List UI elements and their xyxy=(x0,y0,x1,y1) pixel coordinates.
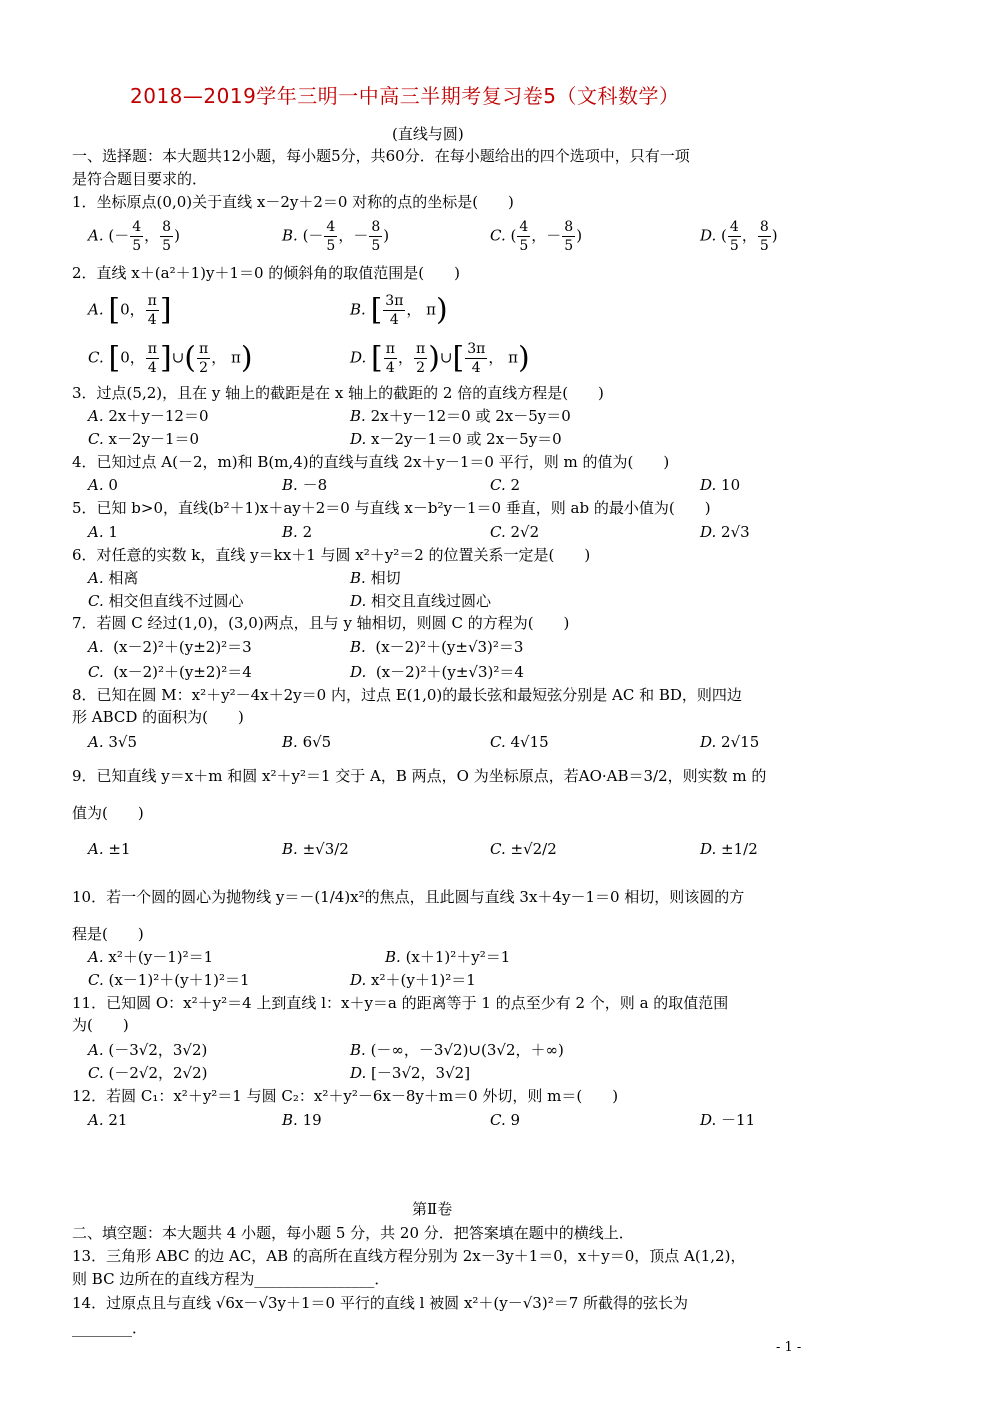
q5-option-c: C. 2√2 xyxy=(490,523,540,541)
q9-option-c: C. ±√2/2 xyxy=(490,840,557,858)
q2-option-c: C. [0， $\frac{\pi}{4}$ ]∪( $\frac{\pi}{2}$ ， π) xyxy=(88,340,253,376)
q11-option-d: D. [－3√2，3√2] xyxy=(350,1064,471,1082)
section1-instruction-line2: 是符合题目要求的． xyxy=(72,170,208,188)
q7-option-c: C. (x－2)²＋(y±2)²＝4 xyxy=(88,663,252,681)
q6-option-c: C. 相交但直线不过圆心 xyxy=(88,592,244,610)
q9-option-a: A. ±1 xyxy=(88,840,131,858)
question-1: 1．坐标原点(0,0)关于直线 x－2y＋2＝0 对称的点的坐标是( ) xyxy=(72,193,514,211)
q8-option-a: A. 3√5 xyxy=(88,733,138,751)
question-9-line2: 值为( ) xyxy=(72,804,144,822)
q4-option-a: A. 0 xyxy=(88,476,118,494)
q12-option-b: B. 19 xyxy=(282,1111,322,1129)
q6-option-b: B. 相切 xyxy=(350,569,401,587)
question-2: 2．直线 x＋(a²＋1)y＋1＝0 的倾斜角的取值范围是( ) xyxy=(72,264,461,282)
q10-option-c: C. (x－1)²＋(y＋1)²＝1 xyxy=(88,971,250,989)
q4-option-c: C. 2 xyxy=(490,476,521,494)
q1-option-a: A. (－ $\frac{4}{5}$ ， $\frac{8}{5}$ ) xyxy=(88,219,180,254)
q12-option-d: D. －11 xyxy=(700,1111,756,1129)
q2-option-d: D. [ $\frac{\pi}{4}$ ， $\frac{\pi}{2}$ )∪[ $\frac{3\pi}{4}$ ， π) xyxy=(350,340,530,376)
question-11-line1: 11．已知圆 O：x²＋y²＝4 上到直线 l：x＋y＝a 的距离等于 1 的点至少有 2 个，则 a 的取值范围 xyxy=(72,994,729,1012)
page-number: - 1 - xyxy=(776,1340,802,1355)
q8-option-b: B. 6√5 xyxy=(282,733,332,751)
q6-option-d: D. 相交且直线过圆心 xyxy=(350,592,492,610)
q9-option-d: D. ±1/2 xyxy=(700,840,758,858)
section1-instruction-line1: 一、选择题：本大题共12小题，每小题5分，共60分．在每小题给出的四个选项中，只有一项 xyxy=(72,147,690,165)
q3-option-b: B. 2x＋y－12＝0 或 2x－5y＝0 xyxy=(350,407,571,425)
q7-option-b: B. (x－2)²＋(y±√3)²＝3 xyxy=(350,638,524,656)
question-6: 6．对任意的实数 k，直线 y＝kx＋1 与圆 x²＋y²＝2 的位置关系一定是( ) xyxy=(72,546,591,564)
q1-option-d: D. ( $\frac{4}{5}$ ， $\frac{8}{5}$ ) xyxy=(700,219,778,254)
q9-option-b: B. ±√3/2 xyxy=(282,840,349,858)
q12-option-c: C. 9 xyxy=(490,1111,521,1129)
q5-option-a: A. 1 xyxy=(88,523,118,541)
question-14-line1: 14．过原点且与直线 √6x－√3y＋1＝0 平行的直线 l 被圆 x²＋(y－√3)²＝7 所截得的弦长为 xyxy=(72,1294,689,1312)
q5-option-d: D. 2√3 xyxy=(700,523,750,541)
section2-instruction: 二、填空题：本大题共 4 小题，每小题 5 分，共 20 分．把答案填在题中的横线上． xyxy=(72,1224,634,1242)
q12-option-a: A. 21 xyxy=(88,1111,128,1129)
question-13-line1: 13．三角形 ABC 的边 AC，AB 的高所在直线方程分别为 2x－3y＋1＝0，x＋y＝0，顶点 A(1,2)， xyxy=(72,1247,746,1265)
q7-option-d: D. (x－2)²＋(y±√3)²＝4 xyxy=(350,663,524,681)
q3-option-a: A. 2x＋y－12＝0 xyxy=(88,407,209,425)
q3-option-d: D. x－2y－1＝0 或 2x－5y＝0 xyxy=(350,430,562,448)
question-4: 4．已知过点 A(－2，m)和 B(m,4)的直线与直线 2x＋y－1＝0 平行，则 m 的值为( ) xyxy=(72,453,670,471)
q11-option-a: A. (－3√2，3√2) xyxy=(88,1041,208,1059)
q1-option-b: B. (－ $\frac{4}{5}$ ，－ $\frac{8}{5}$ ) xyxy=(282,219,390,254)
q2-option-a: A. [0， $\frac{\pi}{4}$ ] xyxy=(88,292,172,328)
question-14-line2: ________． xyxy=(72,1319,148,1337)
q4-option-d: D. 10 xyxy=(700,476,741,494)
q7-option-a: A. (x－2)²＋(y±2)²＝3 xyxy=(88,638,252,656)
q10-option-d: D. x²＋(y＋1)²＝1 xyxy=(350,971,476,989)
question-13-line2: 则 BC 边所在的直线方程为________________． xyxy=(72,1270,390,1288)
document-subtitle: (直线与圆) xyxy=(392,125,464,143)
q3-option-c: C. x－2y－1＝0 xyxy=(88,430,200,448)
question-7: 7．若圆 C 经过(1,0)，(3,0)两点，且与 y 轴相切，则圆 C 的方程为( ) xyxy=(72,614,570,632)
question-8-line2: 形 ABCD 的面积为( ) xyxy=(72,708,244,726)
q6-option-a: A. 相离 xyxy=(88,569,139,587)
question-10-line1: 10．若一个圆的圆心为抛物线 y＝－(1/4)x²的焦点，且此圆与直线 3x＋4y－1＝0 相切，则该圆的方 xyxy=(72,888,745,906)
question-11-line2: 为( ) xyxy=(72,1016,129,1034)
question-10-line2: 程是( ) xyxy=(72,925,144,943)
document-title: 2018—2019学年三明一中高三半期考复习卷5（文科数学） xyxy=(130,84,680,108)
question-9-line1: 9．已知直线 y＝x＋m 和圆 x²＋y²＝1 交于 A，B 两点，O 为坐标原点，若AO·AB＝3/2，则实数 m 的 xyxy=(72,767,767,785)
question-3: 3．过点(5,2)，且在 y 轴上的截距是在 x 轴上的截距的 2 倍的直线方程是( ) xyxy=(72,384,604,402)
question-5: 5．已知 b>0，直线(b²＋1)x＋ay＋2＝0 与直线 x－b²y－1＝0 垂直，则 ab 的最小值为( ) xyxy=(72,499,711,517)
q2-option-b: B. [ $\frac{3\pi}{4}$ ， π) xyxy=(350,292,448,328)
q10-option-b: B. (x＋1)²＋y²＝1 xyxy=(385,948,511,966)
part-2-title: 第Ⅱ卷 xyxy=(412,1200,453,1218)
q4-option-b: B. －8 xyxy=(282,476,328,494)
q11-option-b: B. (－∞，－3√2)∪(3√2，＋∞) xyxy=(350,1041,564,1059)
q11-option-c: C. (－2√2，2√2) xyxy=(88,1064,208,1082)
q10-option-a: A. x²＋(y－1)²＝1 xyxy=(88,948,214,966)
q5-option-b: B. 2 xyxy=(282,523,313,541)
q8-option-d: D. 2√15 xyxy=(700,733,760,751)
question-12: 12．若圆 C₁：x²＋y²＝1 与圆 C₂：x²＋y²－6x－8y＋m＝0 外切，则 m＝( ) xyxy=(72,1087,619,1105)
q8-option-c: C. 4√15 xyxy=(490,733,549,751)
q1-option-c: C. ( $\frac{4}{5}$ ，－ $\frac{8}{5}$ ) xyxy=(490,219,583,254)
question-8-line1: 8．已知在圆 M：x²＋y²－4x＋2y＝0 内，过点 E(1,0)的最长弦和最短弦分别是 AC 和 BD，则四边 xyxy=(72,686,742,704)
